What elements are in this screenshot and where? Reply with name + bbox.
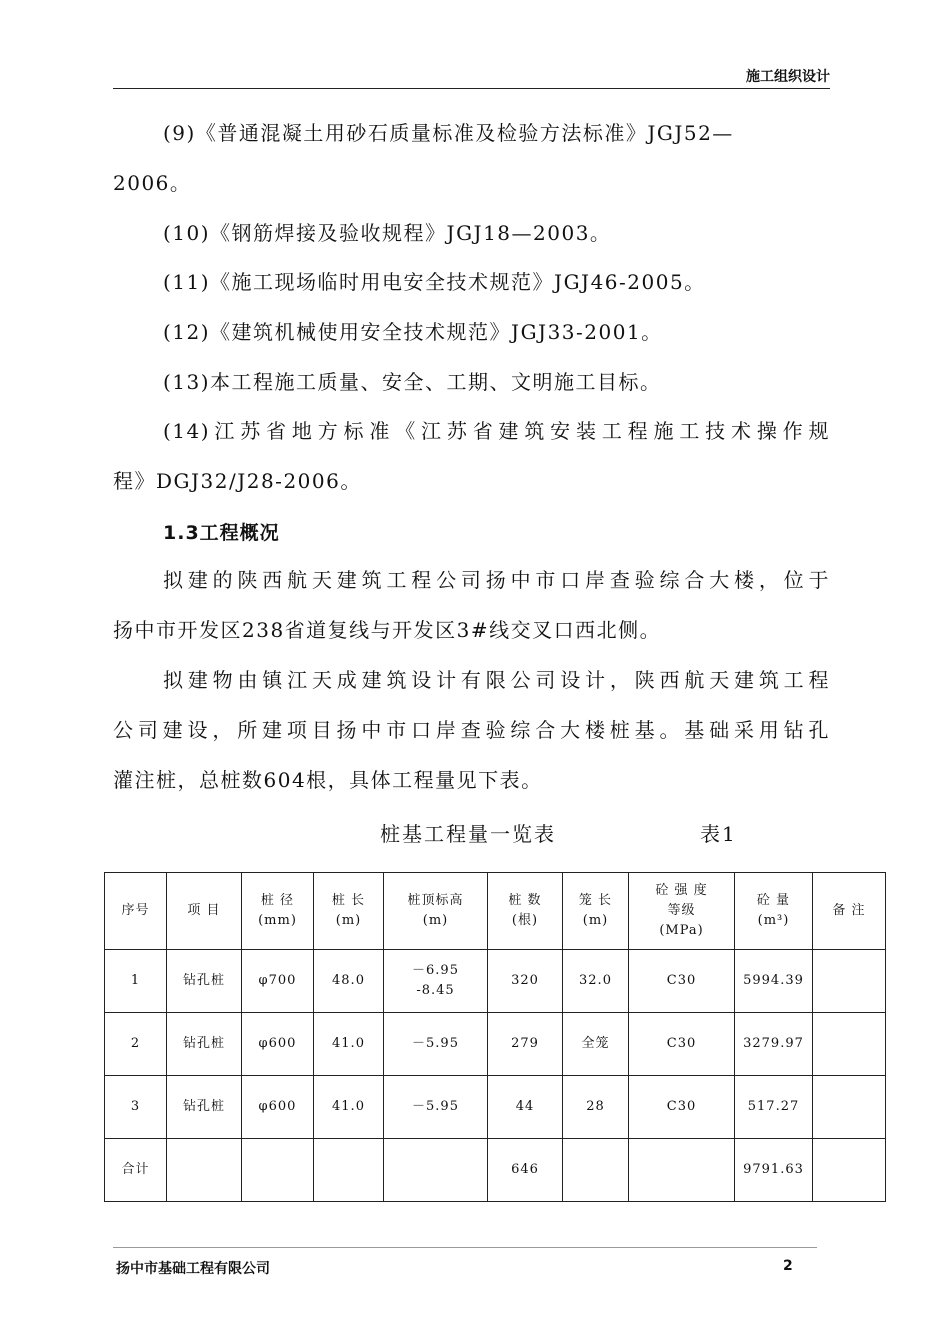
table-header-cell — [563, 873, 629, 950]
header-text: (m³) — [757, 913, 790, 928]
table-cell: C30 — [629, 1076, 735, 1139]
header-text: (m) — [422, 913, 449, 928]
table-header-cell — [167, 873, 242, 950]
running-header-title: 施工组织设计 — [746, 69, 830, 85]
table-number: 表1 — [700, 822, 737, 846]
table-row — [105, 950, 886, 1013]
overview-paragraph-1-continued: 扬中市开发区238省道复线与开发区3#线交叉口西北侧。 — [113, 618, 662, 642]
table-cell: 钻孔桩 — [167, 1013, 242, 1076]
table-cell: 钻孔桩 — [167, 1076, 242, 1139]
standard-item-13: (13)本工程施工质量、安全、工期、文明施工目标。 — [163, 370, 662, 394]
table-cell: 合计 — [105, 1139, 167, 1202]
header-text: 备 注 — [832, 903, 866, 918]
table-header-cell — [629, 873, 735, 950]
table-cell — [242, 1139, 314, 1202]
table-cell — [167, 1139, 242, 1202]
table-caption: 桩基工程量一览表 — [380, 822, 556, 846]
table-header-cell — [105, 873, 167, 950]
header-text: (m) — [582, 913, 609, 928]
page-number: 2 — [783, 1258, 793, 1274]
standard-item-14: (14)江苏省地方标准《江苏省建筑安装工程施工技术操作规 — [163, 419, 830, 443]
table-cell: 5994.39 — [735, 950, 813, 1013]
header-text: (MPa) — [659, 923, 704, 938]
header-text: (m) — [335, 913, 362, 928]
table-header-cell — [813, 873, 886, 950]
table-cell — [563, 1139, 629, 1202]
table-header-cell — [735, 873, 813, 950]
header-text: 项 目 — [187, 903, 221, 918]
table-header-cell — [488, 873, 563, 950]
table-cell: 9791.63 — [735, 1139, 813, 1202]
table-cell — [384, 1139, 488, 1202]
table-cell: 279 — [488, 1013, 563, 1076]
table-cell: 517.27 — [735, 1076, 813, 1139]
table-cell: 32.0 — [563, 950, 629, 1013]
header-text: 桩 径 — [260, 893, 295, 908]
standard-item-9-continued: 2006。 — [113, 171, 192, 195]
table-cell — [314, 1139, 384, 1202]
table-header-cell — [314, 873, 384, 950]
header-text: 桩顶标高 — [407, 893, 464, 908]
table-cell: 全笼 — [563, 1013, 629, 1076]
table-cell: C30 — [629, 1013, 735, 1076]
overview-paragraph-2: 拟建物由镇江天成建筑设计有限公司设计，陕西航天建筑工程 — [163, 668, 830, 692]
overview-paragraph-2-line-3: 灌注桩，总桩数604根，具体工程量见下表。 — [113, 768, 543, 792]
table-cell: －5.95 — [384, 1013, 488, 1076]
table-row — [105, 1013, 886, 1076]
table-cell — [813, 1013, 886, 1076]
table-header-row — [105, 873, 886, 950]
table-cell: 28 — [563, 1076, 629, 1139]
table-row — [105, 1076, 886, 1139]
header-rule — [113, 88, 830, 89]
overview-paragraph-2-line-2: 公司建设，所建项目扬中市口岸查验综合大楼桩基。基础采用钻孔 — [113, 718, 830, 742]
table-cell: 646 — [488, 1139, 563, 1202]
table-cell: C30 — [629, 950, 735, 1013]
table-cell: 3279.97 — [735, 1013, 813, 1076]
header-text: 桩 数 — [508, 893, 542, 908]
table-cell — [813, 1139, 886, 1202]
table-cell — [813, 950, 886, 1013]
standard-item-11: (11)《施工现场临时用电安全技术规范》JGJ46-2005。 — [163, 270, 706, 294]
table-cell: φ700 — [242, 950, 314, 1013]
table-cell — [813, 1076, 886, 1139]
table-cell: －5.95 — [384, 1076, 488, 1139]
table-cell: φ600 — [242, 1076, 314, 1139]
header-text: 砼 强 度 — [655, 883, 708, 898]
table-header-cell — [242, 873, 314, 950]
table-cell: 48.0 — [314, 950, 384, 1013]
header-text: 序号 — [121, 903, 150, 918]
overview-paragraph-1: 拟建的陕西航天建筑工程公司扬中市口岸查验综合大楼，位于 — [163, 568, 830, 592]
table-cell: 41.0 — [314, 1076, 384, 1139]
header-text: 砼 量 — [756, 893, 791, 908]
standard-item-12: (12)《建筑机械使用安全技术规范》JGJ33-2001。 — [163, 320, 663, 344]
table-cell: 320 — [488, 950, 563, 1013]
table-cell: －6.95 -8.45 — [384, 950, 488, 1013]
table-header-cell — [384, 873, 488, 950]
standard-item-10: (10)《钢筋焊接及验收规程》JGJ18—2003。 — [163, 221, 612, 245]
table-cell: 2 — [105, 1013, 167, 1076]
table-cell: 3 — [105, 1076, 167, 1139]
header-text: 桩 长 — [331, 893, 366, 908]
header-text: (mm) — [258, 913, 297, 928]
table-cell — [629, 1139, 735, 1202]
standard-item-14-continued: 程》DGJ32/J28-2006。 — [113, 469, 362, 493]
pile-quantity-table — [104, 872, 886, 1202]
footer-rule — [113, 1247, 817, 1248]
footer-company: 扬中市基础工程有限公司 — [116, 1261, 270, 1277]
header-text: (根) — [511, 913, 539, 928]
header-text: 笼 长 — [578, 893, 613, 908]
section-heading: 1.3工程概况 — [163, 522, 280, 544]
standard-item-9: (9)《普通混凝土用砂石质量标准及检验方法标准》JGJ52— — [163, 121, 734, 145]
table-cell: 1 — [105, 950, 167, 1013]
table-cell: φ600 — [242, 1013, 314, 1076]
table-cell: 44 — [488, 1076, 563, 1139]
table-cell: 41.0 — [314, 1013, 384, 1076]
table-row — [105, 1139, 886, 1202]
table-cell: 钻孔桩 — [167, 950, 242, 1013]
header-text: 等级 — [667, 903, 696, 918]
